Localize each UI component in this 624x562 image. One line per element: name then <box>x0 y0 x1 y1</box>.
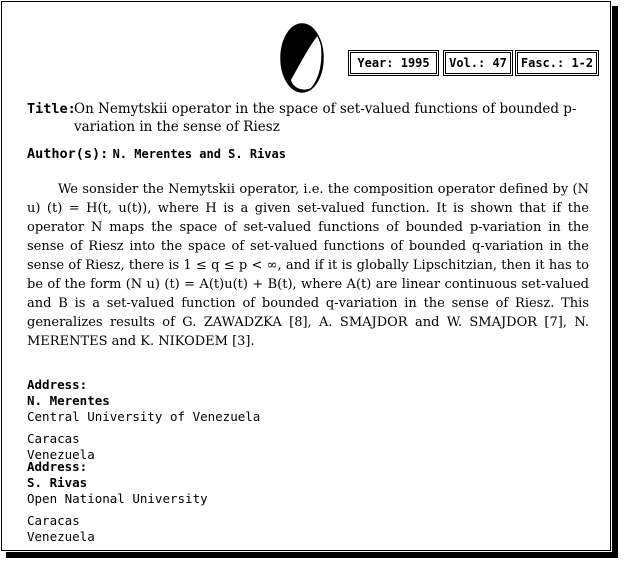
address-city: Caracas <box>27 431 80 446</box>
abstract: We sonsider the Nemytskii operator, i.e. the composition operator defined by (N u) (t) = H(t, u(t)), where H is a given set-valued function. It is shown that if the operator N maps the space of set-valued functions of bounded p-variation in the sense of Riesz into the space of set-valued functions of bounded q-variation in the sense of Riesz, there is 1 ≤ q ≤ p < ∞, and if it is globally Lipschitzian, then it has to be of the form (N u) (t) = A(t)u(t) + B(t), where A(t) are linear continuous set-valued and B is a set-valued function of bounded q-variation in the sense of Riesz. This generalizes results of G. ZAWADZKA [8], A. SMAJDOR and W. SMAJDOR [7], N. MERENTES and K. NIKODEM [3]. <box>27 182 589 349</box>
volume-box: Vol.: 47 <box>445 52 511 74</box>
address-label: Address: <box>27 459 88 474</box>
address-name: N. Merentes <box>27 393 110 408</box>
card-shadow-right <box>612 6 618 558</box>
title-label: Title: <box>27 101 76 117</box>
address-block <box>27 377 260 463</box>
address-institution: Central University of Venezuela <box>27 409 261 424</box>
year-box: Year: 1995 <box>350 52 437 74</box>
journal-logo <box>279 22 325 94</box>
address-institution: Open National University <box>27 491 208 506</box>
address-city: Caracas <box>27 513 80 528</box>
address-name: S. Rivas <box>27 475 88 490</box>
paper-title: On Nemytskii operator in the space of set-valued functions of bounded p-variation in the sense of Riesz <box>74 101 577 135</box>
address-label: Address: <box>27 377 88 392</box>
authors-label: Author(s): <box>27 146 109 162</box>
fascicle-box: Fasc.: 1-2 <box>517 52 597 74</box>
authors-names: N. Merentes and S. Rivas <box>112 147 286 161</box>
authors-section <box>27 145 286 163</box>
card-shadow-bottom <box>6 552 618 558</box>
address-country: Venezuela <box>27 447 95 462</box>
address-block <box>27 459 208 545</box>
address-country: Venezuela <box>27 529 95 544</box>
